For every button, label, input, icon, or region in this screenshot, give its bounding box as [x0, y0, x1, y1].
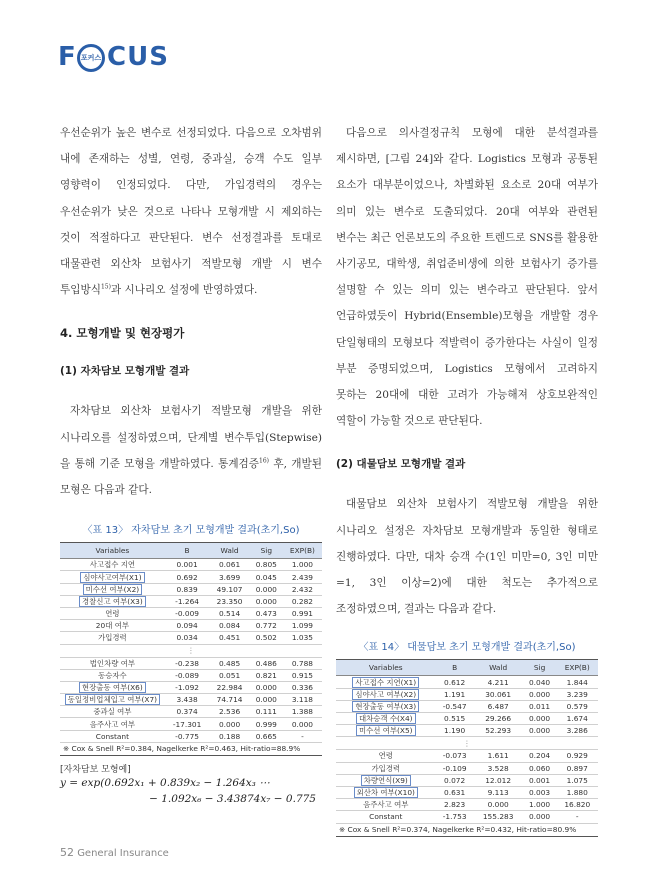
logo-letter-f: F: [58, 42, 77, 72]
value-cell: -0.547: [436, 700, 474, 712]
left-paragraph-1: [60, 120, 322, 303]
left-paragraph-2-text: 자차담보 외산차 보험사기 적발모형 개발을 위한 시나리오를 설정하였으며, 단계별 변수투입(Stepwise)을 통해 기준 모형을 개발하였다. 통계검증: [60, 405, 322, 470]
table-14-footnote: ※ Cox & Snell R²=0.374, Nagelkerke R²=0.432, Hit-ratio=80.9%: [336, 823, 598, 836]
value-cell: -1.264: [165, 595, 210, 607]
value-cell: -0.089: [165, 669, 210, 681]
value-cell: 0.821: [250, 669, 283, 681]
variable-name: 가입경력: [371, 763, 401, 773]
table-13-row: [60, 718, 322, 730]
value-cell: 52.293: [474, 725, 523, 737]
value-cell: 23.350: [209, 595, 249, 607]
variable-name-cell: [336, 762, 436, 774]
table-13-header: Variables: [60, 543, 165, 559]
variable-name-cell: [336, 799, 436, 811]
table-13-ellipsis-row: [60, 644, 322, 657]
value-cell: 22.984: [209, 681, 249, 693]
value-cell: 0.839: [165, 583, 210, 595]
table-13-caption: 〈표 13〉 자차담보 초기 모형개발 결과(초기,So): [82, 525, 300, 537]
value-cell: 3.286: [557, 725, 599, 737]
variable-name-cell: [60, 595, 165, 607]
publication-title: General Insurance: [77, 848, 169, 859]
variable-name: 음주사고 여부: [363, 800, 409, 810]
variable-name: 경찰신고 여부(X3): [79, 596, 146, 607]
variable-name: 사고접수 지연: [89, 560, 135, 570]
value-cell: 1.000: [523, 799, 557, 811]
value-cell: 0.040: [523, 676, 557, 688]
variable-name-cell: [336, 676, 436, 688]
table-13-footnote-row: [60, 742, 322, 755]
table-13-header: Wald: [209, 543, 249, 559]
table-14-row: [336, 713, 598, 725]
variable-name-cell: [60, 620, 165, 632]
model-example-label: [자차담보 모형예]: [60, 764, 131, 775]
value-cell: 74.714: [209, 694, 249, 706]
footnote-ref-15: 15): [100, 283, 111, 291]
page-number: 52: [60, 846, 74, 859]
table-13-row: [60, 657, 322, 669]
variable-name-cell: [336, 811, 436, 823]
value-cell: 0.000: [209, 718, 249, 730]
variable-name-cell: [60, 583, 165, 595]
logo-circle-o: [77, 44, 105, 72]
value-cell: 0.003: [523, 786, 557, 798]
value-cell: 0.072: [436, 774, 474, 786]
value-cell: 0.897: [557, 762, 599, 774]
table-13-row: [60, 595, 322, 607]
value-cell: 2.823: [436, 799, 474, 811]
value-cell: -0.073: [436, 750, 474, 762]
section-title: 4. 모형개발 및 현장평가: [60, 326, 185, 341]
value-cell: 0.473: [250, 607, 283, 619]
logo-letters-cus: CUS: [107, 42, 169, 72]
variable-name-cell: [60, 657, 165, 669]
value-cell: -0.238: [165, 657, 210, 669]
value-cell: 1.191: [436, 688, 474, 700]
left-paragraph-1-end: 과 시나리오 설정에 반영하였다.: [110, 284, 258, 297]
value-cell: -0.009: [165, 607, 210, 619]
value-cell: -1.753: [436, 811, 474, 823]
right-paragraph-2: 대물담보 외산차 보험사기 적발모형 개발을 위한 시나리오 설정은 자차담보 모형개발과 동일한 형태로 진행하였다. 다만, 대차 승객 수(1인 미만=0, 3인 미만=1, 3인 이상=2)에 대한 척도는 추가적으로 조정하였으며, 결과는 다음과 같다.: [336, 498, 598, 616]
variable-name-cell: [336, 713, 436, 725]
table-14-row: [336, 811, 598, 823]
value-cell: 0.000: [523, 688, 557, 700]
value-cell: 3.438: [165, 694, 210, 706]
value-cell: 0.111: [250, 706, 283, 718]
value-cell: 0.011: [523, 700, 557, 712]
value-cell: -: [557, 811, 599, 823]
variable-name-cell: [336, 688, 436, 700]
value-cell: 2.439: [283, 571, 322, 583]
value-cell: -1.092: [165, 681, 210, 693]
value-cell: 0.000: [250, 681, 283, 693]
table-13-row: [60, 681, 322, 693]
value-cell: 0.000: [250, 694, 283, 706]
subsection-2-title: (2) 대물담보 모형개발 결과: [336, 458, 466, 471]
value-cell: 1.611: [474, 750, 523, 762]
value-cell: -17.301: [165, 718, 210, 730]
variable-name-cell: [60, 571, 165, 583]
value-cell: 2.536: [209, 706, 249, 718]
value-cell: 12.012: [474, 774, 523, 786]
table-13-ellipsis: ⋮: [60, 644, 322, 657]
value-cell: 29.266: [474, 713, 523, 725]
variable-name-cell: [60, 730, 165, 742]
table-14-ellipsis-row: [336, 737, 598, 750]
variable-name: 심야사고여부(X1): [80, 572, 144, 583]
variable-name: 동승자수: [98, 670, 127, 680]
table-13-header: EXP(B): [283, 543, 322, 559]
value-cell: 0.631: [436, 786, 474, 798]
value-cell: 0.991: [283, 607, 322, 619]
table-13-row: [60, 571, 322, 583]
variable-name-cell: [336, 786, 436, 798]
focus-logo: [58, 42, 168, 82]
right-column: [336, 120, 598, 837]
value-cell: 1.190: [436, 725, 474, 737]
value-cell: 0.045: [250, 571, 283, 583]
table-13-row: [60, 620, 322, 632]
table-13-header: B: [165, 543, 210, 559]
value-cell: 0.451: [209, 632, 249, 644]
table-14-header-row: [336, 660, 598, 676]
value-cell: 0.060: [523, 762, 557, 774]
left-paragraph-2: [60, 398, 322, 503]
variable-name: 차량연식(X9): [361, 775, 411, 786]
table-13-row: [60, 730, 322, 742]
value-cell: 3.528: [474, 762, 523, 774]
right-paragraph-1: 다음으로 의사결정규칙 모형에 대한 분석결과를 제시하면, [그림 24]와 같다. Logistics 모형과 공통된 요소가 대부분이었으나, 차별화된 요소로 20대 여부가 의미 있는 변수로 도출되었다. 20대 여부와 관련된 변수는 최근 언론보도의 주요한 트렌드로 SNS를 활용한 사기공모, 대학생, 취업준비생에 의한 보험사기 증가를 설명할 수 있는 의미 있는 변수라고 판단된다. 앞서 언급하였듯이 Hybrid(Ensemble)모형을 개발할 경우 단일형태의 모형보다 적발력이 증가한다는 사실이 일정 부분 증명되었으며, Logistics 모형에서 고려하지 못하는 20대에 대한 고려가 가능해져 상호보완적인 역할이 가능할 것으로 판단된다.: [336, 127, 598, 428]
value-cell: 0.000: [283, 718, 322, 730]
table-14-row: [336, 762, 598, 774]
value-cell: -: [283, 730, 322, 742]
value-cell: 0.000: [523, 713, 557, 725]
table-14-header: Sig: [523, 660, 557, 676]
variable-name: 현장출동 여부(X6): [79, 682, 146, 693]
table-14-row: [336, 688, 598, 700]
value-cell: 1.674: [557, 713, 599, 725]
value-cell: 0.772: [250, 620, 283, 632]
table-13-row: [60, 583, 322, 595]
table-13-row: [60, 694, 322, 706]
left-paragraph-2-end: 후, 개발된 모형은 다음과 같다.: [60, 457, 322, 497]
left-paragraph-1-text: 우선순위가 높은 변수로 선정되었다. 다음으로 오차범위 내에 존재하는 성별, 연령, 중과실, 승객 수도 일부 영향력이 인정되었다. 다만, 가입경력의 경우는 우선순위가 낮은 것으로 나타나 모형개발 시 제외하는 것이 적절하다고 판단된다. 변수 선정결과를 토대로 대물관련 외산차 보험사기 적발모형 개발 시 변수 투입방식: [60, 127, 322, 297]
table-13-row: [60, 706, 322, 718]
value-cell: 0.084: [209, 620, 249, 632]
footnote-ref-16: 16): [259, 457, 270, 465]
value-cell: 4.211: [474, 676, 523, 688]
value-cell: 0.336: [283, 681, 322, 693]
table-13-row: [60, 607, 322, 619]
value-cell: 1.099: [283, 620, 322, 632]
value-cell: 0.034: [165, 632, 210, 644]
value-cell: 0.061: [209, 559, 249, 571]
table-14-row: [336, 774, 598, 786]
variable-name: 법인차량 여부: [89, 658, 135, 668]
table-14-header: B: [436, 660, 474, 676]
value-cell: 0.000: [523, 725, 557, 737]
variable-name-cell: [60, 694, 165, 706]
variable-name-cell: [60, 632, 165, 644]
logo-circle-text: 포커스: [80, 54, 102, 62]
value-cell: 0.805: [250, 559, 283, 571]
value-cell: 0.094: [165, 620, 210, 632]
variable-name: Constant: [95, 731, 130, 741]
value-cell: 49.107: [209, 583, 249, 595]
value-cell: 30.061: [474, 688, 523, 700]
table-14-ellipsis: ⋮: [336, 737, 598, 750]
value-cell: -0.109: [436, 762, 474, 774]
value-cell: 0.915: [283, 669, 322, 681]
table-13-row: [60, 632, 322, 644]
variable-name: 미수선 여부(X2): [83, 584, 143, 595]
variable-name: 가입경력: [98, 633, 127, 643]
value-cell: 1.844: [557, 676, 599, 688]
variable-name-cell: [60, 681, 165, 693]
value-cell: 1.035: [283, 632, 322, 644]
value-cell: 0.000: [474, 799, 523, 811]
variable-name-cell: [336, 750, 436, 762]
value-cell: 0.000: [523, 811, 557, 823]
table-14-header: Wald: [474, 660, 523, 676]
variable-name: 연령: [105, 609, 120, 619]
table-13-footnote: ※ Cox & Snell R²=0.384, Nagelkerke R²=0.463, Hit-ratio=88.9%: [60, 742, 322, 755]
value-cell: 9.113: [474, 786, 523, 798]
subsection-1-title: (1) 자차담보 모형개발 결과: [60, 365, 190, 378]
table-13-header-row: [60, 543, 322, 559]
value-cell: 0.502: [250, 632, 283, 644]
variable-name-cell: [336, 700, 436, 712]
value-cell: 0.051: [209, 669, 249, 681]
variable-name-cell: [60, 669, 165, 681]
variable-name: 연령: [378, 751, 393, 761]
value-cell: 0.929: [557, 750, 599, 762]
variable-name: 20대 여부: [95, 621, 129, 631]
variable-name-cell: [60, 706, 165, 718]
table-14-row: [336, 676, 598, 688]
variable-name: 심야사고 여부(X2): [352, 689, 419, 700]
value-cell: 155.283: [474, 811, 523, 823]
left-column: [60, 120, 322, 807]
variable-name: 중과실 여부: [93, 707, 132, 717]
value-cell: 0.001: [523, 774, 557, 786]
variable-name: 대차승객 수(X4): [356, 713, 416, 724]
value-cell: 0.486: [250, 657, 283, 669]
variable-name: 사고접수 지연(X1): [352, 677, 419, 688]
value-cell: 2.432: [283, 583, 322, 595]
value-cell: 0.188: [209, 730, 249, 742]
table-14-row: [336, 799, 598, 811]
table-14: [336, 659, 598, 836]
value-cell: 16.820: [557, 799, 599, 811]
value-cell: 0.374: [165, 706, 210, 718]
value-cell: 0.282: [283, 595, 322, 607]
value-cell: 0.514: [209, 607, 249, 619]
value-cell: 0.204: [523, 750, 557, 762]
value-cell: 0.485: [209, 657, 249, 669]
value-cell: 3.239: [557, 688, 599, 700]
value-cell: 0.999: [250, 718, 283, 730]
value-cell: 1.000: [283, 559, 322, 571]
value-cell: 0.692: [165, 571, 210, 583]
table-14-row: [336, 700, 598, 712]
variable-name: 동일정비업체입고 여부(X7): [65, 694, 160, 705]
table-14-header: EXP(B): [557, 660, 599, 676]
value-cell: 3.118: [283, 694, 322, 706]
variable-name: 음주사고 여부: [89, 719, 135, 729]
table-13-row: [60, 559, 322, 571]
value-cell: 0.788: [283, 657, 322, 669]
model-equation-line-2: − 1.092x₆ − 3.43874x₇ − 0.775: [149, 792, 316, 805]
value-cell: -0.775: [165, 730, 210, 742]
value-cell: 0.000: [250, 595, 283, 607]
table-13-row: [60, 669, 322, 681]
model-equation-line-1: y = exp(0.692x₁ + 0.839x₂ − 1.264x₃ ⋯: [60, 776, 270, 789]
variable-name: 미수선 여부(X5): [356, 725, 416, 736]
value-cell: 6.487: [474, 700, 523, 712]
table-14-row: [336, 750, 598, 762]
value-cell: 1.075: [557, 774, 599, 786]
table-14-caption: 〈표 14〉 대물담보 초기 모형개발 결과(초기,So): [358, 642, 576, 654]
variable-name-cell: [60, 718, 165, 730]
variable-name: Constant: [369, 812, 403, 822]
table-13-header: Sig: [250, 543, 283, 559]
page-footer: [60, 846, 169, 859]
value-cell: 0.665: [250, 730, 283, 742]
table-14-header: Variables: [336, 660, 436, 676]
table-14-footnote-row: [336, 823, 598, 836]
value-cell: 1.880: [557, 786, 599, 798]
table-14-row: [336, 786, 598, 798]
variable-name-cell: [336, 725, 436, 737]
value-cell: 0.612: [436, 676, 474, 688]
variable-name-cell: [336, 774, 436, 786]
table-14-row: [336, 725, 598, 737]
value-cell: 0.001: [165, 559, 210, 571]
value-cell: 0.000: [250, 583, 283, 595]
variable-name: 외산차 여부(X10): [354, 787, 418, 798]
value-cell: 0.579: [557, 700, 599, 712]
variable-name-cell: [60, 559, 165, 571]
value-cell: 0.515: [436, 713, 474, 725]
value-cell: 3.699: [209, 571, 249, 583]
variable-name: 현장출동 여부(X3): [352, 701, 419, 712]
value-cell: 1.388: [283, 706, 322, 718]
variable-name-cell: [60, 607, 165, 619]
table-13: [60, 542, 322, 756]
